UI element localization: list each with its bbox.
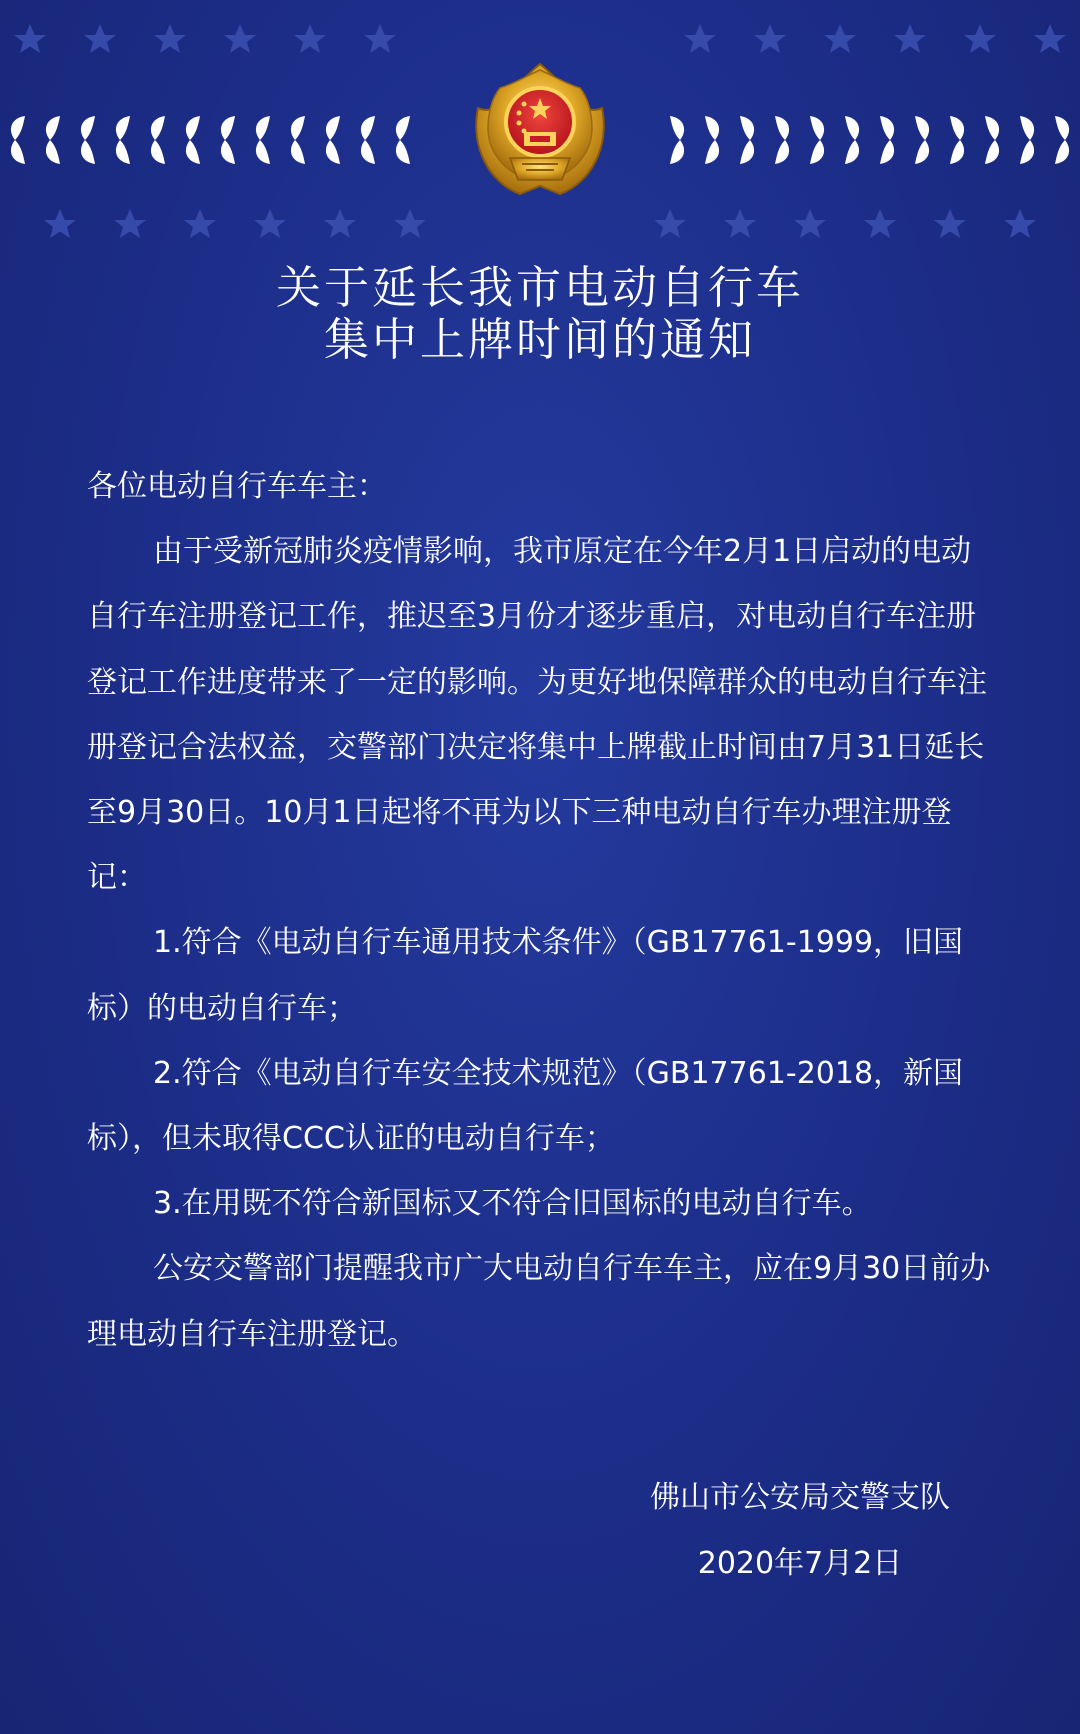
list-item-2: 2.符合《电动自行车安全技术规范》（GB17761-2018，新国标），但未取得CCC认证的电动自行车； — [87, 1055, 964, 1157]
header-banner — [0, 0, 1080, 255]
right-laurel — [670, 116, 1069, 164]
issue-date: 2020年7月2日 — [697, 1546, 903, 1581]
title-line-1: 关于延长我市电动自行车 — [275, 261, 804, 314]
title-line-2: 集中上牌时间的通知 — [323, 313, 756, 366]
issuer-name: 佛山市公安局交警支队 — [650, 1480, 950, 1515]
paragraph-main: 由于受新冠肺炎疫情影响，我市原定在今年2月1日启动的电动自行车注册登记工作，推迟至3月份才逐步重启，对电动自行车注册登记工作进度带来了一定的影响。为更好地保障群众的电动自行车注册登记合法权益，交警部门决定将集中上牌截止时间由7月31日延长至9月30日。10月1日起将不再为以下三种电动自行车办理注册登记： — [87, 534, 987, 896]
list-item-1: 1.符合《电动自行车通用技术条件》（GB17761-1999，旧国标）的电动自行车； — [87, 925, 964, 1026]
police-emblem-icon — [476, 64, 604, 194]
left-laurel — [11, 116, 410, 164]
notice-title — [0, 262, 1080, 366]
list-item-3: 3.在用既不符合新国标又不符合旧国标的电动自行车。 — [153, 1186, 872, 1222]
salutation: 各位电动自行车车主： — [87, 469, 387, 504]
signature-block — [620, 1465, 980, 1597]
notice-body — [87, 454, 997, 1367]
paragraph-reminder: 公安交警部门提醒我市广大电动自行车车主，应在9月30日前办理电动自行车注册登记。 — [87, 1251, 991, 1352]
